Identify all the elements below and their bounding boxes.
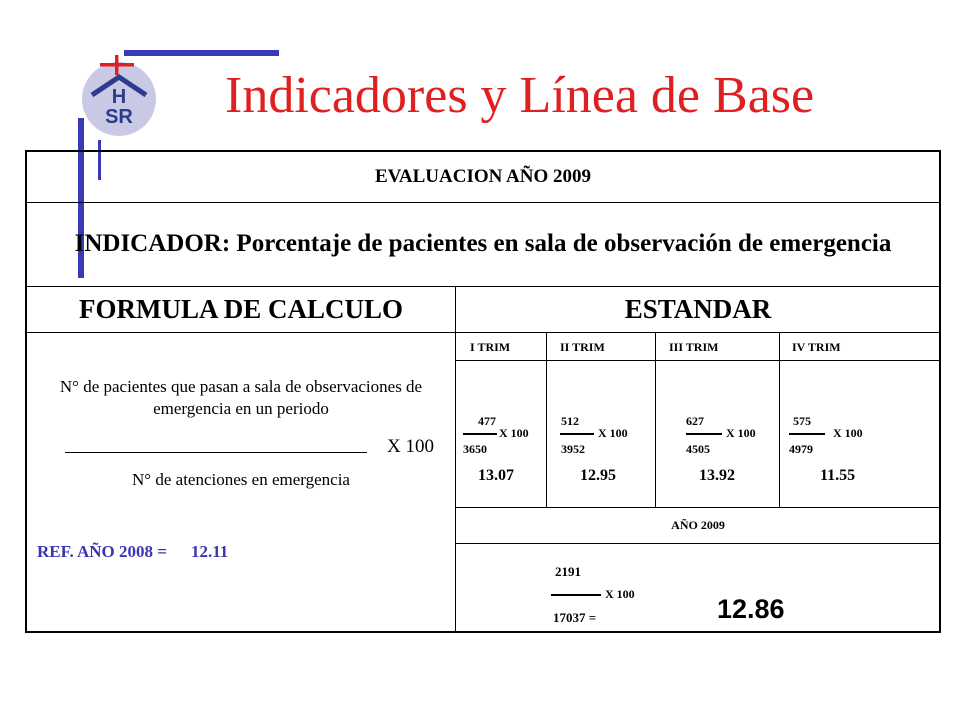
quarter-ii-numerator: 512	[561, 414, 579, 428]
fraction-line	[65, 452, 367, 453]
quarter-iv-multiplier: X 100	[833, 426, 863, 440]
quarter-ii-fraction-line	[560, 433, 594, 435]
quarter-ii-result: 12.95	[580, 467, 616, 484]
quarter-ii-denominator: 3952	[561, 442, 585, 456]
quarter-iv-fraction-line	[789, 433, 825, 435]
quarter-iv-denominator: 4979	[789, 442, 813, 456]
indicator-text: Porcentaje de pacientes en sala de observación de emergencia	[236, 230, 892, 257]
quarter-divider	[655, 332, 656, 508]
quarter-i-denominator: 3650	[463, 442, 487, 456]
quarter-label-iii: III TRIM	[669, 340, 719, 354]
quarter-ii-multiplier: X 100	[598, 426, 628, 440]
formula-denominator: N° de atenciones en emergencia	[132, 470, 350, 489]
quarter-iv-numerator: 575	[793, 414, 811, 428]
quarter-label-ii: II TRIM	[560, 340, 605, 354]
quarter-divider	[546, 332, 547, 508]
annual-numerator: 2191	[555, 564, 581, 579]
svg-text:H: H	[111, 86, 127, 108]
quarter-iii-denominator: 4505	[686, 442, 710, 456]
indicator-row	[27, 202, 939, 286]
annual-multiplier: X 100	[605, 587, 635, 601]
column-divider	[455, 286, 456, 631]
annual-result: 12.86	[717, 594, 785, 624]
quarter-i-numerator: 477	[478, 414, 496, 428]
hsr-logo-icon	[78, 55, 160, 137]
quarter-iii-result: 13.92	[699, 467, 735, 484]
quarter-iii-fraction-line	[686, 433, 722, 435]
annual-label: AÑO 2009	[671, 517, 725, 532]
page-title: Indicadores y Línea de Base	[225, 67, 815, 124]
reference-value: 12.11	[190, 542, 229, 561]
quarter-label-iv: IV TRIM	[792, 340, 841, 354]
reference-2008	[37, 542, 228, 562]
formula-header: FORMULA DE CALCULO	[78, 293, 403, 324]
annual-fraction-line	[551, 594, 601, 596]
formula-numerator: N° de pacientes que pasan a sala de observaciones de emergencia en un periodo	[59, 377, 423, 418]
svg-text:SR: SR	[105, 106, 133, 128]
indicator-table	[25, 150, 941, 633]
reference-label: REF. AÑO 2008 =	[37, 542, 167, 561]
formula-multiplier: X 100	[387, 436, 434, 457]
indicator-label: INDICADOR:	[74, 230, 231, 257]
quarter-iii-numerator: 627	[686, 414, 704, 428]
quarter-header-divider	[455, 360, 939, 361]
quarter-label-i: I TRIM	[470, 340, 511, 354]
annual-denominator: 17037 =	[553, 610, 597, 625]
quarter-iv-result: 11.55	[820, 467, 856, 484]
quarter-i-result: 13.07	[478, 467, 514, 484]
quarter-i-fraction-line	[463, 433, 497, 435]
evaluation-year-heading: EVALUACION AÑO 2009	[374, 166, 592, 187]
quarter-divider	[779, 332, 780, 508]
formula-cell	[27, 332, 455, 632]
quarter-iii-multiplier: X 100	[726, 426, 756, 440]
quarter-i-multiplier: X 100	[499, 426, 529, 440]
annual-divider	[455, 543, 939, 544]
standard-header: ESTANDAR	[624, 293, 772, 324]
